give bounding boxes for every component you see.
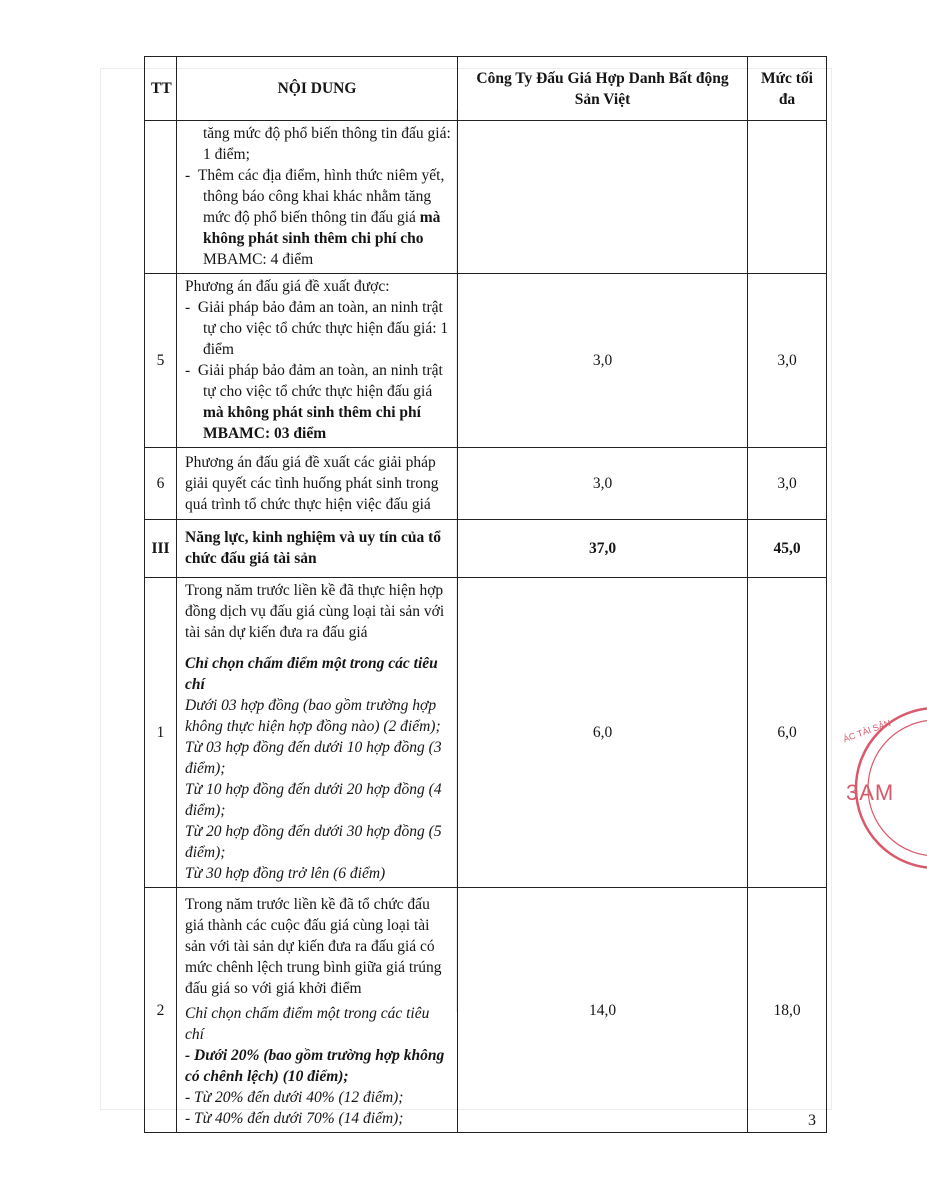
row-value: 37,0 bbox=[458, 520, 748, 578]
content-line: Phương án đấu giá đề xuất được: bbox=[185, 278, 390, 295]
row-content: Năng lực, kinh nghiệm và uy tín của tổ chức đấu giá tài sản bbox=[177, 520, 458, 578]
row-max bbox=[748, 121, 827, 274]
row-value: 3,0 bbox=[458, 448, 748, 520]
content-item: - Thêm các địa điểm, hình thức niêm yết, thông báo công khai khác nhằm tăng mức độ phổ biến thông tin đấu giá mà không phát sinh thêm chi phí cho MBAMC: 4 điểm bbox=[185, 167, 445, 268]
criteria-option: Từ 10 hợp đồng đến dưới 20 hợp đồng (4 điểm); bbox=[185, 781, 442, 819]
header-content: NỘI DUNG bbox=[177, 57, 458, 121]
criteria-option: - Từ 20% đến dưới 40% (12 điểm); bbox=[185, 1089, 404, 1106]
red-seal-stamp bbox=[836, 700, 927, 870]
section-row bbox=[145, 520, 827, 578]
row-content bbox=[177, 578, 458, 888]
row-tt: 2 bbox=[145, 888, 177, 1133]
seal-text-top: ÁC TÀI SẢN bbox=[841, 717, 893, 745]
content-item: - Giải pháp bảo đảm an toàn, an ninh trật tự cho việc tổ chức thực hiện đấu giá: 1 điểm bbox=[185, 299, 449, 358]
content-line: Trong năm trước liền kề đã thực hiện hợp đồng dịch vụ đấu giá cùng loại tài sản với tài sản dự kiến đưa ra đấu giá bbox=[185, 582, 445, 641]
row-content bbox=[177, 888, 458, 1133]
row-content: Phương án đấu giá đề xuất các giải pháp giải quyết các tình huống phát sinh trong quá trình tổ chức thực hiện việc đấu giá bbox=[177, 448, 458, 520]
content-line: tăng mức độ phổ biến thông tin đấu giá: 1 điểm; bbox=[203, 125, 451, 163]
row-max: 18,0 bbox=[748, 888, 827, 1133]
criteria-option: Dưới 03 hợp đồng (bao gồm trường hợp không thực hiện hợp đồng nào) (2 điểm); bbox=[185, 697, 441, 735]
table-row bbox=[145, 274, 827, 448]
table-header-row bbox=[145, 57, 827, 121]
row-max: 3,0 bbox=[748, 274, 827, 448]
row-max: 45,0 bbox=[748, 520, 827, 578]
criteria-note: Chỉ chọn chấm điểm một trong các tiêu chí bbox=[185, 655, 438, 693]
content-item: - Giải pháp bảo đảm an toàn, an ninh trật tự cho việc tổ chức thực hiện đấu giá mà không phát sinh thêm chi phí MBAMC: 03 điểm bbox=[185, 362, 443, 442]
criteria-option: - Từ 40% đến dưới 70% (14 điểm); bbox=[185, 1110, 404, 1127]
row-tt: 5 bbox=[145, 274, 177, 448]
header-tt: TT bbox=[145, 57, 177, 121]
row-value bbox=[458, 121, 748, 274]
criteria-option: Từ 30 hợp đồng trở lên (6 điểm) bbox=[185, 865, 386, 882]
row-tt bbox=[145, 121, 177, 274]
row-content bbox=[177, 121, 458, 274]
row-value: 6,0 bbox=[458, 578, 748, 888]
criteria-option: - Dưới 20% (bao gồm trường hợp không có chênh lệch) (10 điểm); bbox=[185, 1047, 445, 1085]
criteria-option: Từ 03 hợp đồng đến dưới 10 hợp đồng (3 điểm); bbox=[185, 739, 442, 777]
table-row bbox=[145, 578, 827, 888]
scoring-table bbox=[144, 56, 827, 1133]
page-number: 3 bbox=[808, 1112, 816, 1129]
row-tt: 6 bbox=[145, 448, 177, 520]
criteria-note: Chỉ chọn chấm điểm một trong các tiêu chí bbox=[185, 1005, 430, 1043]
row-tt: III bbox=[145, 520, 177, 578]
row-value: 14,0 bbox=[458, 888, 748, 1133]
table-row bbox=[145, 888, 827, 1133]
criteria-option: Từ 20 hợp đồng đến dưới 30 hợp đồng (5 điểm); bbox=[185, 823, 442, 861]
row-content bbox=[177, 274, 458, 448]
header-company: Công Ty Đấu Giá Hợp Danh Bất động Sản Việt bbox=[458, 57, 748, 121]
row-tt: 1 bbox=[145, 578, 177, 888]
row-value: 3,0 bbox=[458, 274, 748, 448]
content-line: Trong năm trước liền kề đã tổ chức đấu giá thành các cuộc đấu giá cùng loại tài sản với tài sản dự kiến đưa ra đấu giá có mức chênh lệch trung bình giữa giá trúng đấu giá so với giá khởi điểm bbox=[185, 896, 442, 997]
row-max: 3,0 bbox=[748, 448, 827, 520]
table-row bbox=[145, 121, 827, 274]
seal-text-main: 3AM bbox=[846, 780, 895, 805]
header-max: Mức tối đa bbox=[748, 57, 827, 121]
row-max: 6,0 bbox=[748, 578, 827, 888]
table-row bbox=[145, 448, 827, 520]
